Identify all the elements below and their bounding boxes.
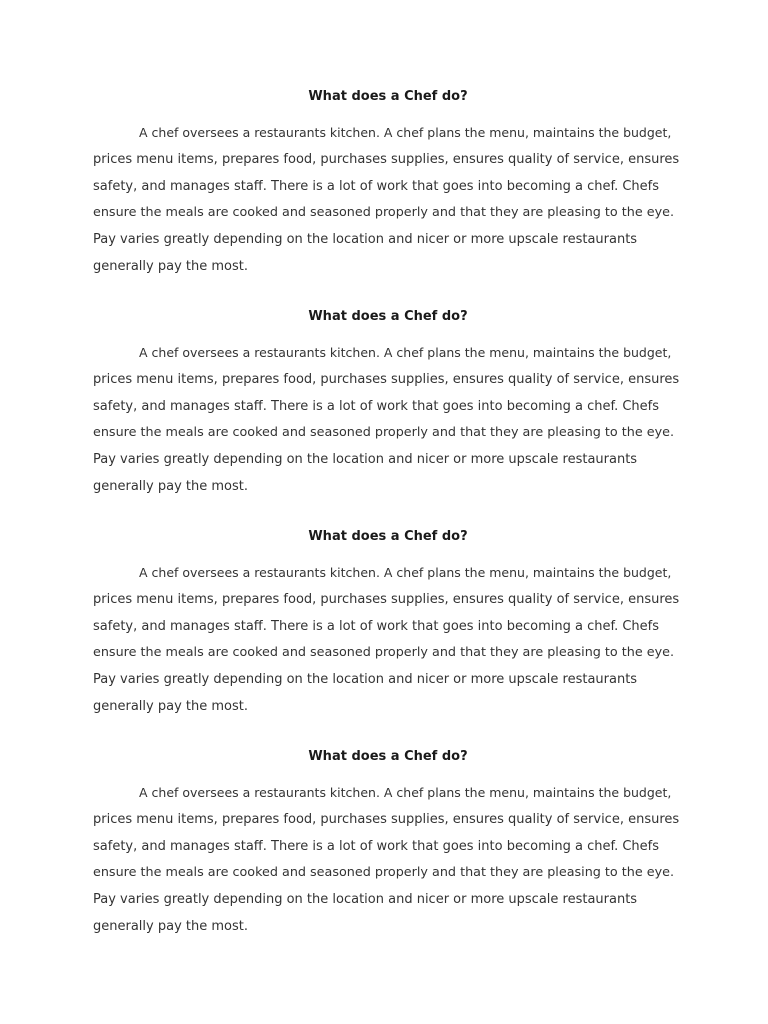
section-heading: What does a Chef do?	[308, 89, 468, 104]
paragraph-line: Pay varies greatly depending on the location and nicer or more upscale restaurants	[93, 232, 638, 247]
section-heading: What does a Chef do?	[308, 309, 468, 324]
paragraph-line: A chef oversees a restaurants kitchen. A chef plans the menu, maintains the budget,	[139, 345, 672, 360]
paragraph-line: prices menu items, prepares food, purchases supplies, ensures quality of service, ensures	[93, 151, 680, 167]
paragraph-line: generally pay the most.	[93, 478, 248, 494]
paragraph-line: prices menu items, prepares food, purchases supplies, ensures quality of service, ensures	[93, 811, 680, 827]
paragraph-line: A chef oversees a restaurants kitchen. A chef plans the menu, maintains the budget,	[139, 785, 672, 800]
paragraph-line: A chef oversees a restaurants kitchen. A chef plans the menu, maintains the budget,	[139, 565, 672, 580]
section-paragraph	[93, 780, 679, 941]
paragraph-line: A chef oversees a restaurants kitchen. A chef plans the menu, maintains the budget,	[139, 125, 672, 140]
paragraph-line: safety, and manages staff. There is a lot of work that goes into becoming a chef. Chefs	[93, 618, 660, 634]
section-paragraph	[93, 120, 679, 281]
document-section	[93, 528, 679, 721]
paragraph-line: ensure the meals are cooked and seasoned properly and that they are pleasing to the eye.	[93, 425, 675, 441]
document-section	[93, 748, 679, 941]
section-paragraph	[93, 560, 679, 721]
paragraph-line: prices menu items, prepares food, purchases supplies, ensures quality of service, ensures	[93, 591, 680, 607]
section-heading: What does a Chef do?	[308, 529, 468, 544]
section-paragraph	[93, 340, 679, 501]
paragraph-line: safety, and manages staff. There is a lot of work that goes into becoming a chef. Chefs	[93, 398, 660, 414]
paragraph-line: Pay varies greatly depending on the location and nicer or more upscale restaurants	[93, 892, 638, 907]
document-section	[93, 88, 679, 281]
paragraph-line: ensure the meals are cooked and seasoned properly and that they are pleasing to the eye.	[93, 205, 675, 221]
paragraph-line: generally pay the most.	[93, 698, 248, 714]
paragraph-line: generally pay the most.	[93, 918, 248, 934]
paragraph-line: prices menu items, prepares food, purchases supplies, ensures quality of service, ensures	[93, 371, 680, 387]
paragraph-line: ensure the meals are cooked and seasoned properly and that they are pleasing to the eye.	[93, 865, 675, 881]
section-heading: What does a Chef do?	[308, 749, 468, 764]
document-section	[93, 308, 679, 501]
paragraph-line: safety, and manages staff. There is a lot of work that goes into becoming a chef. Chefs	[93, 838, 660, 854]
paragraph-line: Pay varies greatly depending on the location and nicer or more upscale restaurants	[93, 452, 638, 467]
paragraph-line: generally pay the most.	[93, 258, 248, 274]
paragraph-line: Pay varies greatly depending on the location and nicer or more upscale restaurants	[93, 672, 638, 687]
paragraph-line: ensure the meals are cooked and seasoned properly and that they are pleasing to the eye.	[93, 645, 675, 661]
paragraph-line: safety, and manages staff. There is a lot of work that goes into becoming a chef. Chefs	[93, 178, 660, 194]
